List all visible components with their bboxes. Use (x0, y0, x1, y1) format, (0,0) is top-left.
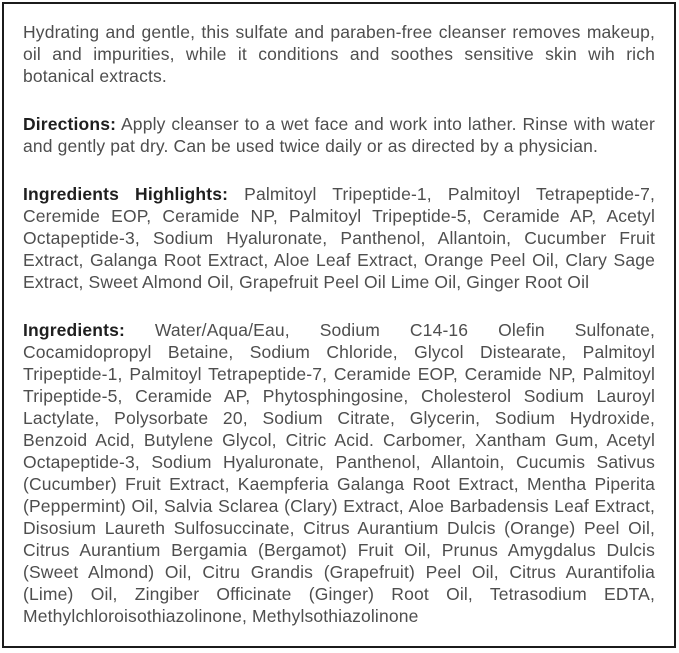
intro-text: Hydrating and gentle, this sulfate and paraben-free cleanser removes makeup, oil and impurities, while it conditions and soothes sensitive skin wih rich botanical extracts. (23, 22, 655, 86)
directions-label: Directions: (23, 114, 117, 134)
intro-paragraph (23, 21, 655, 87)
product-description-panel (2, 2, 676, 648)
ingredients-text: Water/Aqua/Eau, Sodium C14-16 Olefin Sulfonate, Cocamidopropyl Betaine, Sodium Chloride, Glycol Distearate, Palmitoyl Tripeptide-1, Palmitoyl Tetrapeptide-7, Ceramide EOP, Ceramide NP, Palmitoyl Tripeptide-5, Ceramide AP, Phytosphingosine, Cholesterol Sodium Lauroyl Lactylate, Polysorbate 20, Sodium Citrate, Glycerin, Sodium Hydroxide, Benzoid Acid, Butylene Glycol, Citric Acid. Carbomer, Xantham Gum, Acetyl Octapeptide-3, Sodium Hyaluronate, Panthenol, Allantoin, Cucumis Sativus (Cucumber) Fruit Extract, Kaempferia Galanga Root Extract, Mentha Piperita (Peppermint) Oil, Salvia Sclarea (Clary) Extract, Aloe Barbadensis Leaf Extract, Disosium Laureth Sulfosuccinate, Citrus Aurantium Dulcis (Orange) Peel Oil, Citrus Aurantium Bergamia (Bergamot) Fruit Oil, Prunus Amygdalus Dulcis (Sweet Almond) Oil, Citru Grandis (Grapefruit) Peel Oil, Citrus Aurantifolia (Lime) Oil, Zingiber Officinate (Ginger) Root Oil, Tetrasodium EDTA, Methylchloroisothiazolinone, Methylsothiazolinone (23, 320, 656, 626)
directions-text: Apply cleanser to a wet face and work into lather. Rinse with water and gently pat dry. Can be used twice daily or as directed by a physician. (23, 114, 655, 156)
ingredients-paragraph (23, 319, 655, 627)
ingredients-highlights-text: Palmitoyl Tripeptide-1, Palmitoyl Tetrapeptide-7, Ceremide EOP, Ceramide NP, Palmitoyl Tripeptide-5, Ceramide AP, Acetyl Octapeptide-3, Sodium Hyaluronate, Panthenol, Allantoin, Cucumber Fruit Extract, Galanga Root Extract, Aloe Leaf Extract, Orange Peel Oil, Clary Sage Extract, Sweet Almond Oil, Grapefruit Peel Oil Lime Oil, Ginger Root Oil (23, 184, 655, 292)
directions-paragraph (23, 113, 655, 157)
ingredients-highlights-label: Ingredients Highlights: (23, 184, 229, 204)
ingredients-label: Ingredients: (23, 320, 125, 340)
ingredients-highlights-paragraph (23, 183, 655, 293)
